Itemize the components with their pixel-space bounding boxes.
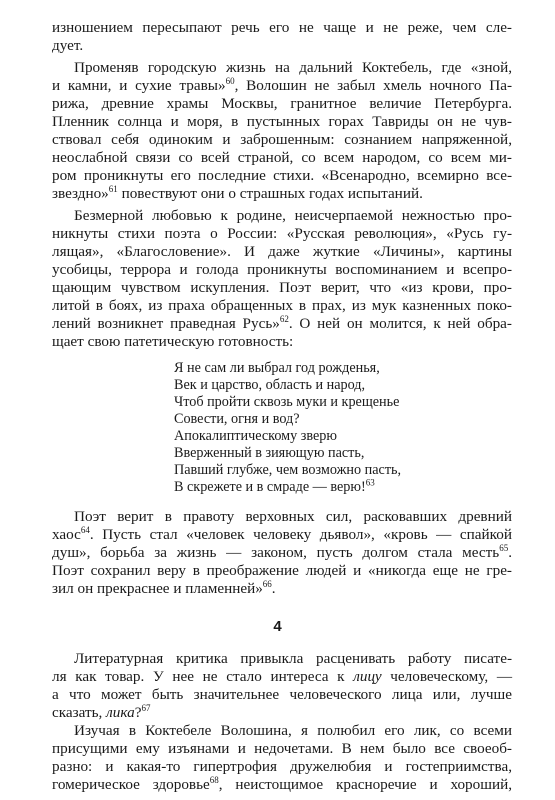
footnote-ref: 68 [209, 774, 219, 785]
footnote-ref: 60 [225, 75, 235, 86]
text-line: изношением пересыпают речь его не чаще и не реже, чем сле- [52, 19, 512, 36]
text-line: звездно»$^{61}$ повествуют они о страшных годах испытаний. [52, 183, 423, 202]
poem-line: Я не сам ли выбрал год рожденья, [174, 360, 380, 376]
text-line: щает свою патетическую готовность: [52, 333, 294, 350]
text-line: душ», борьба за жизнь — законом, пусть долгом стала месть$^{65}$. [52, 542, 512, 561]
text-line: ром проникнуты его последние стихи. «Всенародно, всемирно все- [52, 167, 512, 184]
footnote-ref: 62 [279, 313, 289, 324]
text-line: ствовал себя одиноким и заброшенным: сознанием напряженной, [52, 131, 512, 148]
poem-line: Чтоб пройти сквозь муки и крещенье [174, 394, 400, 410]
text-line: гомерическое здоровье$^{68}$, неистощимое красноречие и хороший, [52, 774, 512, 793]
poem-line: Павший глубже, чем возможно пасть, [174, 462, 402, 478]
text-line: Безмерной любовью к родине, неисчерпаемой нежностью про- [74, 207, 512, 224]
poem-line: Совести, огня и вод? [174, 411, 300, 427]
footnote-ref: 67 [141, 702, 151, 713]
text-line: Пленник солнца и моря, в пустынных горах Тавриды он не чув- [52, 113, 512, 130]
text-line: хаос$^{64}$. Пусть стал «человек человеку дьявол», «кровь — спайкой [52, 524, 512, 543]
text-line: лений возникнет праведная Русь»$^{62}$. О ней он молится, к ней обра- [52, 313, 512, 332]
footnote-ref: 65 [499, 542, 509, 553]
poem-line: Вверженный в зияющую пасть, [174, 445, 365, 461]
text-line: разно: и какая-то гипертрофия дружелюбия и гостеприимства, [52, 758, 512, 775]
text-line: зил он прекраснее и пламенней»$^{66}$. [52, 578, 276, 597]
text-line: рижа, древние храмы Москвы, гранитное величие Петербурга. [52, 95, 512, 112]
footnote-ref: 66 [262, 578, 272, 589]
text-line: и камни, и сухие травы»$^{60}$, Волошин не забыл хмель ночного Па- [52, 75, 513, 94]
text-line: Променяв городскую жизнь на дальний Коктебель, где «зной, [74, 59, 512, 76]
text-line: сказать, лика?$^{67}$ [52, 702, 151, 721]
text-line: усобицы, террора и голода проникнуты воспоминанием и всепро- [52, 261, 512, 278]
poem-line: В скрежете и в смраде — верю!$^{63}$ [174, 477, 375, 495]
text-line: неослабной связи со всей страной, со всем народом, со всем ми- [52, 149, 512, 166]
footnote-ref: 63 [365, 477, 375, 488]
poem-line: Апокалиптическому зверю [174, 428, 337, 444]
text-line: Поэт сохранил веру в преображение людей и «никогда еще не гре- [52, 562, 512, 579]
text-line: Литературная критика привыкла расценивать работу писате- [74, 650, 512, 667]
text-line: присущими ему изъянами и недочетами. В нем было все своеоб- [52, 740, 512, 757]
text-line: щающим чувством искупления. Поэт верит, что «из крови, про- [52, 279, 512, 296]
text-line: лящая», «Благословение». И даже жуткие «Личины», картины [52, 243, 512, 260]
text-line: литой в боях, из праха обращенных в прах, из мук казненных поко- [52, 297, 512, 314]
text-line: а что может быть значительнее человеческого лица или, лучше [52, 686, 512, 703]
text-line: Изучая в Коктебеле Волошина, я полюбил его лик, со всеми [74, 722, 512, 739]
text-line: ля как товар. У нее не стало интереса к лицу человеческому, — [52, 668, 513, 685]
poem-line: Век и царство, область и народ, [174, 377, 366, 393]
text-line: никнуты стихи поэта о России: «Русская революция», «Русь гу- [52, 225, 512, 242]
footnote-ref: 64 [80, 524, 90, 535]
text-line: Поэт верит в правоту верховных сил, расковавших древний [74, 508, 512, 525]
section-heading: 4 [273, 618, 282, 635]
footnote-ref: 61 [108, 183, 118, 194]
text-line: дует. [52, 37, 84, 54]
